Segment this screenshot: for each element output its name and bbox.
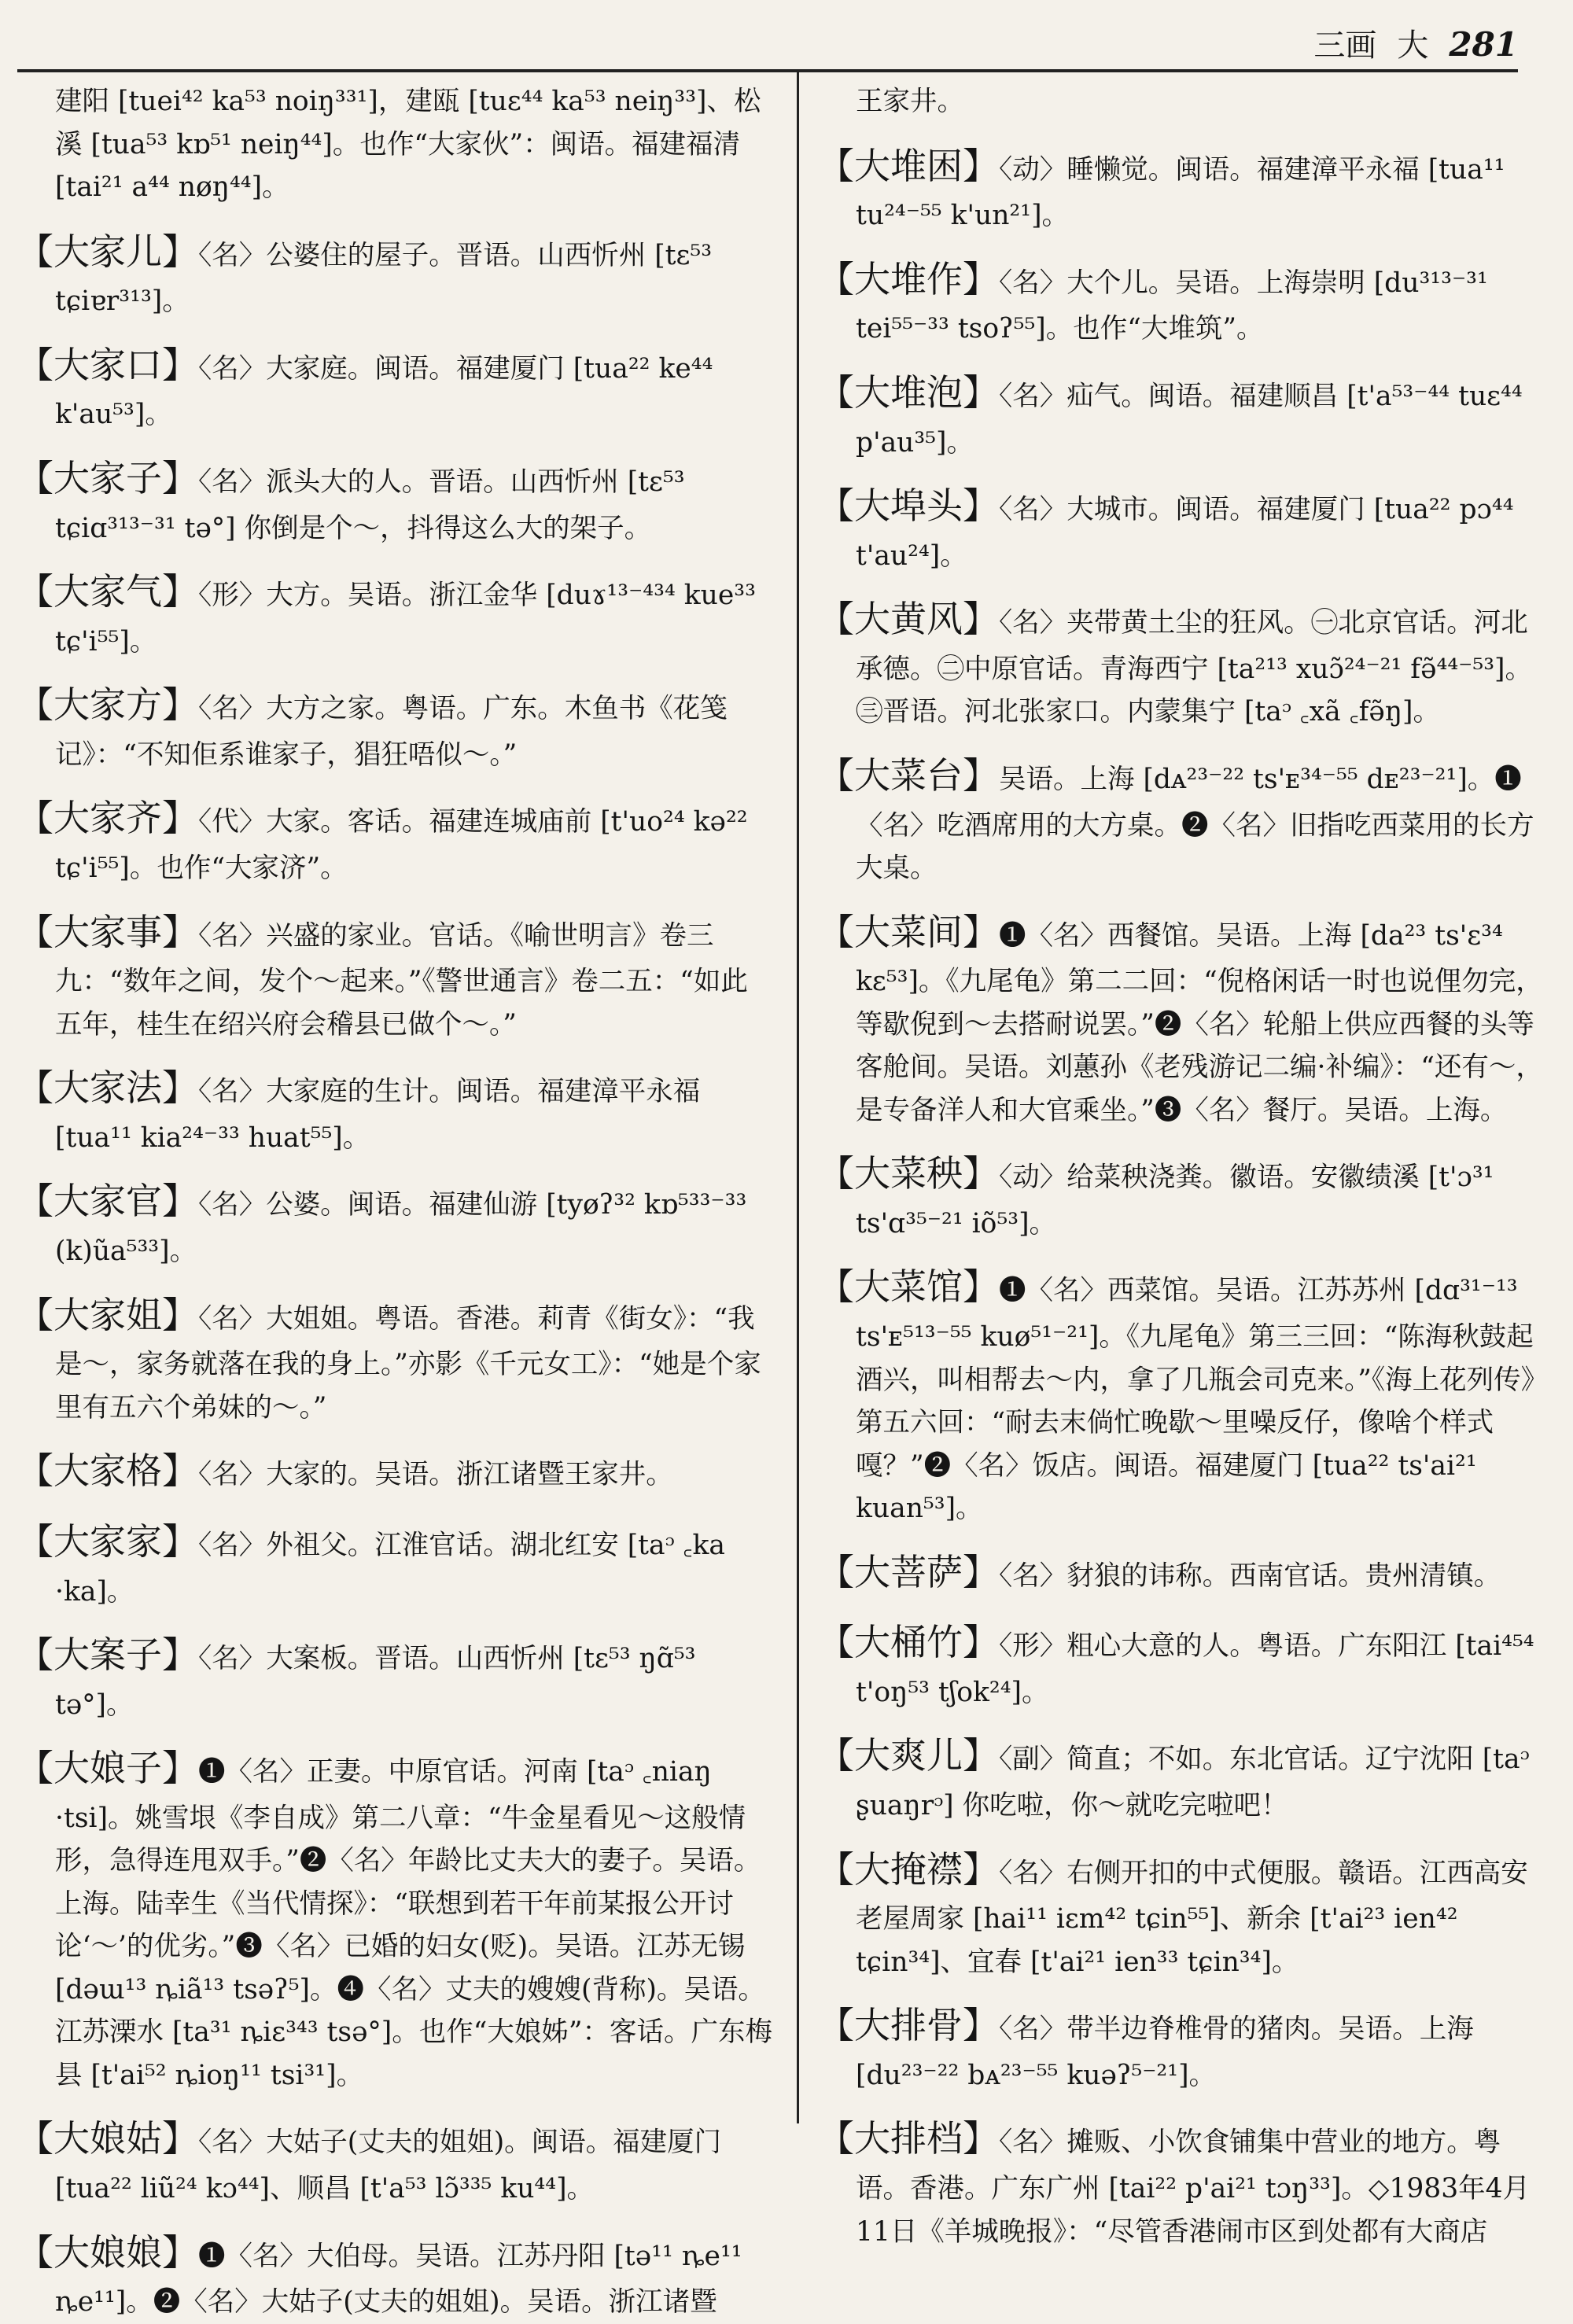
entry-definition: 〈名〉豺狼的讳称。西南官话。贵州清镇。 (999, 1560, 1501, 1592)
header-rule (17, 69, 1518, 72)
dictionary-entry (818, 251, 1549, 351)
section-label: 三画 (1313, 28, 1377, 64)
dictionary-entry (818, 477, 1549, 577)
dictionary-entry (818, 747, 1549, 890)
entry-headword: 【大娘姑】 (17, 2117, 198, 2160)
entry-headword: 【大桶竹】 (818, 1621, 999, 1664)
entry-definition: 〈名〉右侧开扣的中式便服。赣语。江西高安老屋周家 [hai¹¹ iɛm⁴² tɕin⁵⁵]、新余 [t'ai²³ ien⁴² tɕin³⁴]、宜春 [t'ai²¹ ien³³ tɕin³⁴]。 (856, 1857, 1528, 1978)
entry-headword: 【大堆作】 (818, 257, 999, 300)
entry-definition: 〈名〉外祖父。江淮官话。湖北红安 [taᵓ ꜀ka ·ka]。 (55, 1529, 725, 1608)
dictionary-entry (17, 1287, 774, 1430)
continuation-text: 建阳 [tuei⁴² ka⁵³ noiŋ³³¹]，建瓯 [tuɛ⁴⁴ ka⁵³ neiŋ³³]、松溪 [tua⁵³ kɒ⁵¹ neiŋ⁴⁴]。也作“大家伙”：闽语。福建福清 [tai²¹ a⁴⁴ nøŋ⁴⁴]。 (55, 86, 761, 203)
entry-headword: 【大家事】 (17, 910, 198, 953)
entry-definition: 〈名〉大个儿。吴语。上海崇明 [du³¹³⁻³¹ tei⁵⁵⁻³³ tsoʔ⁵⁵]。也作“大堆筑”。 (856, 267, 1488, 345)
left-entry-list (17, 223, 774, 2324)
right-column (818, 80, 1549, 2248)
entry-headword: 【大排骨】 (818, 2004, 999, 2047)
dictionary-entry (17, 2224, 774, 2324)
entry-definition: ❶〈名〉正妻。中原官话。河南 [taᵓ ꜀niaŋ ·tsi]。姚雪垠《李自成》第二八章：“牛金星看见～这般情形，急得连甩双手。”❷〈名〉年龄比丈夫大的妻子。吴语。上海。陆幸生《当代情探》：“联想到若干年前某报公开讨论‘～’的优劣。”❸〈名〉已婚的妇女(贬)。吴语。江苏无锡 [dəɯ¹³ ȵiã¹³ tsəʔ⁵]。❹〈名〉丈夫的嫂嫂(背称)。吴语。江苏溧水 [ta³¹ ȵiɛ³⁴³ tsə°]。也作“大娘姊”：客话。广东梅县 [t'ai⁵² ȵioŋ¹¹ tsi³¹]。 (55, 1756, 773, 2091)
entry-headword: 【大爽儿】 (818, 1734, 999, 1777)
dictionary-entry (818, 904, 1549, 1133)
entry-headword: 【大堆泡】 (818, 370, 999, 414)
entry-definition: 〈形〉大方。吴语。浙江金华 [duɤ¹³⁻⁴³⁴ kue³³ tɕ'i⁵⁵]。 (55, 580, 756, 657)
right-entry-list (818, 138, 1549, 2254)
entry-definition: 〈形〉粗心大意的人。粤语。广东阳江 [tai⁴⁵⁴ t'oŋ⁵³ tʃok²⁴]。 (856, 1630, 1534, 1708)
dictionary-entry (17, 1059, 774, 1159)
dictionary-entry (818, 591, 1549, 734)
dictionary-entry (17, 1173, 774, 1272)
dictionary-entry (818, 1841, 1549, 1984)
dictionary-entry (17, 1513, 774, 1613)
entry-definition: 〈副〉简直；不如。东北官话。辽宁沈阳 [taᵓ ʂuaŋrᵓ] 你吃啦，你～就吃完啦吧！ (856, 1744, 1530, 1822)
entry-headword: 【大家法】 (17, 1066, 198, 1110)
entry-headword: 【大娘娘】 (17, 2230, 198, 2274)
entry-definition: 〈名〉大城市。闽语。福建厦门 [tua²² pɔ⁴⁴ t'au²⁴]。 (856, 494, 1514, 572)
dictionary-entry (818, 138, 1549, 238)
entry-headword: 【大排档】 (818, 2117, 999, 2160)
entry-headword: 【大家方】 (17, 683, 198, 727)
entry-headword: 【大菜秧】 (818, 1152, 999, 1195)
entry-definition: 〈名〉大方之家。粤语。广东。木鱼书《花笺记》：“不知佢系谁家子，猖狂唔似～。” (55, 693, 728, 771)
entry-definition: 〈名〉公婆。闽语。福建仙游 [tyøʔ³² kɒ⁵³³⁻³³ (k)ũa⁵³³]。 (55, 1189, 747, 1268)
entry-headword: 【大掩襟】 (818, 1847, 999, 1891)
entry-definition: 〈名〉公婆住的屋子。晋语。山西忻州 [tɛ⁵³ tɕiɐr³¹³]。 (55, 239, 713, 318)
left-column (17, 80, 774, 2318)
dictionary-entry (818, 364, 1549, 464)
entry-headword: 【大家口】 (17, 343, 198, 386)
entry-definition: 〈名〉大案板。晋语。山西忻州 [tɛ⁵³ ŋɑ̃⁵³ tə°]。 (55, 1643, 696, 1721)
dictionary-entry (17, 1626, 774, 1726)
entry-definition: ❶〈名〉西餐馆。吴语。上海 [da²³ ts'ɛ³⁴ kɛ⁵³]。《九尾龟》第二二回：“倪格闲话一时也说俚勿完，等歇倪到～去搭耐说罢。”❷〈名〉轮船上供应西餐的头等客舱间。吴语。刘蕙孙《老残游记二编·补编》：“还有～，是专备洋人和大官乘坐。”❸〈名〉餐厅。吴语。上海。 (856, 919, 1543, 1126)
dictionary-entry (17, 2110, 774, 2210)
dictionary-entry (818, 2110, 1549, 2253)
dictionary-entry (17, 904, 774, 1047)
entry-headword: 【大家官】 (17, 1180, 198, 1223)
entry-definition: 〈名〉兴盛的家业。官话。《喻世明言》卷三九：“数年之间，发个～起来。”《警世通言》卷二五：“如此五年，桂生在绍兴府会稽县已做个～。” (55, 919, 748, 1040)
running-header (1313, 20, 1518, 65)
dictionary-entry (818, 1997, 1549, 2097)
entry-definition: 〈名〉派头大的人。晋语。山西忻州 [tɛ⁵³ tɕiɑ³¹³⁻³¹ tə°] 你倒是个～，抖得这么大的架子。 (55, 466, 685, 544)
entry-definition: 〈代〉大家。客话。福建连城庙前 [t'uo²⁴ kə²² tɕ'i⁵⁵]。也作“大家济”。 (55, 806, 748, 885)
entry-definition: 〈名〉大家庭的生计。闽语。福建漳平永福 [tua¹¹ kia²⁴⁻³³ huat⁵⁵]。 (55, 1076, 701, 1154)
entry-headword: 【大家子】 (17, 456, 198, 499)
dictionary-entry (17, 450, 774, 550)
dictionary-entry (17, 1740, 774, 2097)
entry-definition: 吴语。上海 [dᴀ²³⁻²² ts'ᴇ³⁴⁻⁵⁵ dᴇ²³⁻²¹]。❶〈名〉吃酒席用的大方桌。❷〈名〉旧指吃西菜用的长方大桌。 (856, 763, 1534, 885)
dictionary-entry (818, 1145, 1549, 1245)
entry-definition: ❶〈名〉西菜馆。吴语。江苏苏州 [dɑ³¹⁻¹³ ts'ᴇ⁵¹³⁻⁵⁵ kuø⁵¹⁻²¹]。《九尾龟》第三三回：“陈海秋鼓起酒兴，叫相帮去～内，拿了几瓶会司克来。”《海上花列传》第五六回：“耐去末倘忙晚歇～里噪反仔，像啥个样式嘎？”❷〈名〉饭店。闽语。福建厦门 [tua²² ts'ai²¹ kuan⁵³]。 (856, 1275, 1549, 1525)
entry-headword: 【大菩萨】 (818, 1550, 999, 1593)
dictionary-entry (17, 223, 774, 323)
entry-definition: 〈名〉大姐姐。粤语。香港。莉青《街女》：“我是～，家务就落在我的身上。”亦影《千元女工》：“她是个家里有五六个弟妹的～。” (55, 1302, 761, 1423)
entry-headword: 【大黄风】 (818, 598, 999, 641)
entry-headword: 【大家齐】 (17, 797, 198, 840)
entry-definition: 〈名〉大家的。吴语。浙江诸暨王家井。 (198, 1459, 673, 1491)
dictionary-entry (818, 1727, 1549, 1827)
entry-headword: 【大家家】 (17, 1519, 198, 1563)
entry-headword: 【大菜馆】 (818, 1265, 999, 1309)
entry-headword: 【大家姐】 (17, 1293, 198, 1336)
dictionary-entry (17, 1442, 774, 1500)
entry-definition: ❶〈名〉大伯母。吴语。江苏丹阳 [tə¹¹ ȵe¹¹ ȵe¹¹]。❷〈名〉大姑子(丈夫的姐姐)。吴语。浙江诸暨 (55, 2240, 742, 2318)
entry-definition: 〈动〉给菜秧浇粪。徽语。安徽绩溪 [t'ɔ³¹ ts'ɑ³⁵⁻²¹ iõ⁵³]。 (856, 1162, 1494, 1239)
dictionary-entry (818, 1544, 1549, 1601)
entry-headword: 【大堆困】 (818, 144, 999, 187)
entry-definition: 〈名〉疝气。闽语。福建顺昌 [t'a⁵³⁻⁴⁴ tuɛ⁴⁴ p'au³⁵]。 (856, 380, 1523, 459)
dictionary-entry (17, 790, 774, 889)
column-divider (797, 72, 799, 2123)
dictionary-entry (17, 563, 774, 663)
entry-headword: 【大埠头】 (818, 484, 999, 528)
page-number: 281 (1449, 25, 1518, 64)
dictionary-entry (818, 1614, 1549, 1714)
entry-headword: 【大家格】 (17, 1449, 198, 1493)
entry-headword: 【大案子】 (17, 1633, 198, 1677)
entry-definition: 〈名〉大家庭。闽语。福建厦门 [tua²² ke⁴⁴ k'au⁵³]。 (55, 352, 713, 431)
dictionary-entry (17, 337, 774, 436)
entry-definition: 〈名〉夹带黄土尘的狂风。㊀北京官话。河北承德。㊁中原官话。青海西宁 [ta²¹³ xuɔ̃²⁴⁻²¹ fə̃⁴⁴⁻⁵³]。㊂晋语。河北张家口。内蒙集宁 [taᵓ ꜀xã ꜀fə̃ŋ]。 (856, 607, 1532, 728)
entry-headword: 【大家气】 (17, 570, 198, 613)
entry-headword: 【大菜间】 (818, 910, 999, 953)
dictionary-entry (818, 1258, 1549, 1530)
header-char: 大 (1397, 28, 1429, 64)
entry-headword: 【大家儿】 (17, 230, 198, 273)
entry-definition: 〈动〉睡懒觉。闽语。福建漳平永福 [tua¹¹ tu²⁴⁻⁵⁵ k'un²¹]。 (856, 153, 1505, 232)
entry-definition: 〈名〉带半边脊椎骨的猪肉。吴语。上海 [du²³⁻²² bᴀ²³⁻⁵⁵ kuəʔ⁵⁻²¹]。 (856, 2013, 1474, 2091)
continuation-text: 王家井。 (856, 86, 964, 117)
entry-headword: 【大娘子】 (17, 1747, 198, 1790)
entry-definition: 〈名〉大姑子(丈夫的姐姐)。闽语。福建厦门 [tua²² liũ²⁴ kɔ⁴⁴]、顺昌 [t'a⁵³ lɔ̃³³⁵ ku⁴⁴]。 (55, 2127, 722, 2205)
entry-headword: 【大菜台】 (818, 753, 999, 797)
dictionary-entry (17, 676, 774, 776)
entry-definition: 〈名〉摊贩、小饮食铺集中营业的地方。粤语。香港。广东广州 [tai²² p'ai²¹ tɔŋ³³]。◇1983年4月11日《羊城晚报》：“尽管香港闹市区到处都有大商店 (856, 2127, 1531, 2248)
